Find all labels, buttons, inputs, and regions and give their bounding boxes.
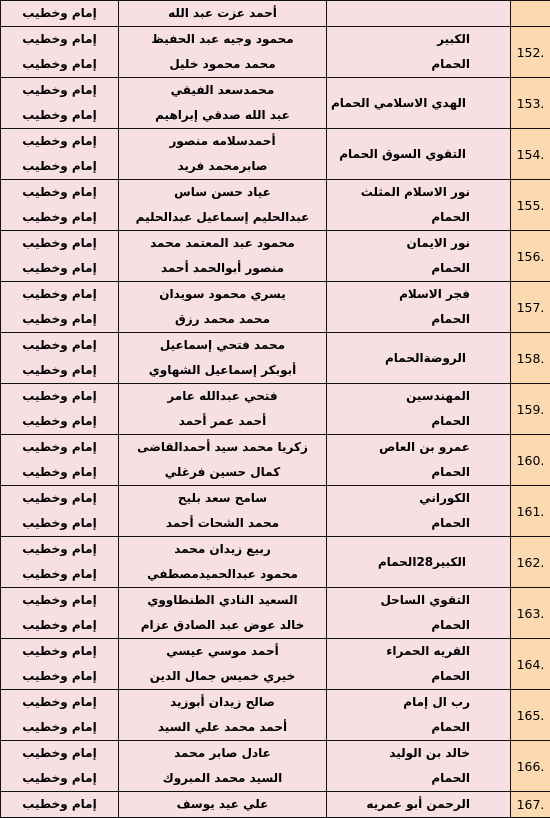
role-cell-line: إمام وخطيب [1, 537, 118, 562]
table-row [1, 486, 550, 537]
row-number: 154. [511, 129, 550, 180]
role-cell-line: إمام وخطيب [1, 129, 118, 154]
row-number: 160. [511, 435, 550, 486]
table-row [1, 27, 550, 78]
mosque-cell-line: القريه الحمراء [327, 639, 510, 664]
role-cell [1, 333, 119, 384]
mosque-cell-line: الكبير28الحمام [327, 537, 510, 587]
role-cell-line: إمام وخطيب [1, 486, 118, 511]
row-number: 157. [511, 282, 550, 333]
role-cell [1, 588, 119, 639]
names-cell [119, 537, 327, 588]
names-cell [119, 690, 327, 741]
mosque-cell-line: الحمام [327, 205, 510, 230]
role-cell-line: إمام وخطيب [1, 307, 118, 332]
role-cell-line: إمام وخطيب [1, 78, 118, 103]
names-cell-line: أبوبكر إسماعيل الشهاوي [119, 358, 326, 383]
role-cell [1, 792, 119, 818]
mosque-cell [327, 129, 511, 180]
role-cell [1, 537, 119, 588]
mosque-cell [327, 333, 511, 384]
table-row [1, 792, 550, 818]
role-cell-line: إمام وخطيب [1, 460, 118, 485]
row-number: 164. [511, 639, 550, 690]
names-cell-line: محمود عبد المعتمد محمد [119, 231, 326, 256]
table-body [1, 1, 550, 818]
role-cell [1, 741, 119, 792]
names-cell [119, 741, 327, 792]
row-number: 166. [511, 741, 550, 792]
names-cell-line: خالد عوض عبد الصادق عزام [119, 613, 326, 638]
mosque-cell-line: الحمام [327, 613, 510, 638]
table-row [1, 231, 550, 282]
mosque-cell [327, 27, 511, 78]
names-cell-line: محمدسعد الفيقي [119, 78, 326, 103]
names-cell [119, 333, 327, 384]
role-cell-line: إمام وخطيب [1, 103, 118, 128]
names-cell-line: ربيع زيدان محمد [119, 537, 326, 562]
row-number: 165. [511, 690, 550, 741]
names-cell-line: عياد حسن ساس [119, 180, 326, 205]
role-cell-line: إمام وخطيب [1, 333, 118, 358]
names-cell-line: محمد محمود خليل [119, 52, 326, 77]
role-cell-line: إمام وخطيب [1, 256, 118, 281]
mosque-cell-line: نور الايمان [327, 231, 510, 256]
table-row [1, 690, 550, 741]
role-cell-line: إمام وخطيب [1, 588, 118, 613]
names-cell-line: أحمدسلامه منصور [119, 129, 326, 154]
table-row [1, 588, 550, 639]
role-cell-line: إمام وخطيب [1, 282, 118, 307]
names-cell-line: السيد محمد المبروك [119, 766, 326, 791]
mosque-cell [327, 435, 511, 486]
row-number: 162. [511, 537, 550, 588]
role-cell-line: إمام وخطيب [1, 205, 118, 230]
names-cell-line: أحمد عمر أحمد [119, 409, 326, 434]
role-cell-line: إمام وخطيب [1, 664, 118, 689]
mosque-cell-line: الكوراني [327, 486, 510, 511]
names-cell-line: عادل صابر محمد [119, 741, 326, 766]
mosque-cell-line: التقوي الساحل [327, 588, 510, 613]
names-cell [119, 792, 327, 818]
names-cell [119, 180, 327, 231]
names-cell [119, 639, 327, 690]
row-number: 152. [511, 27, 550, 78]
table-row [1, 639, 550, 690]
names-cell [119, 231, 327, 282]
table-row [1, 180, 550, 231]
mosque-cell-line: الحمام [327, 52, 510, 77]
role-cell-line: إمام وخطيب [1, 766, 118, 791]
role-cell [1, 639, 119, 690]
row-number: 161. [511, 486, 550, 537]
names-cell [119, 588, 327, 639]
mosque-cell-line: الحمام [327, 460, 510, 485]
mosque-cell-line: التقوي السوق الحمام [327, 129, 510, 179]
role-cell-line: إمام وخطيب [1, 180, 118, 205]
role-cell [1, 282, 119, 333]
role-cell [1, 486, 119, 537]
role-cell [1, 27, 119, 78]
names-cell [119, 78, 327, 129]
role-cell-line: إمام وخطيب [1, 639, 118, 664]
role-cell [1, 1, 119, 27]
row-number: 158. [511, 333, 550, 384]
names-cell-line: صابرمحمد فريد [119, 154, 326, 179]
mosque-cell-line: خالد بن الوليد [327, 741, 510, 766]
row-number: 153. [511, 78, 550, 129]
mosque-cell-line: فجر الاسلام [327, 282, 510, 307]
names-cell-line: محمود وجيه عبد الحفيظ [119, 27, 326, 52]
role-cell [1, 690, 119, 741]
role-cell-line: إمام وخطيب [1, 358, 118, 383]
row-number: 156. [511, 231, 550, 282]
mosque-cell-line [327, 1, 510, 26]
names-cell-line: صالح زيدان أبوزيد [119, 690, 326, 715]
names-cell-line: أحمد موسي عيسي [119, 639, 326, 664]
mosque-cell [327, 792, 511, 818]
role-cell [1, 435, 119, 486]
mosque-cell-line: رب ال إمام [327, 690, 510, 715]
table-row [1, 384, 550, 435]
names-cell [119, 486, 327, 537]
table-row [1, 1, 550, 27]
names-cell-line: عبد الله صدقي إبراهيم [119, 103, 326, 128]
mosque-cell [327, 282, 511, 333]
names-cell [119, 1, 327, 27]
table-row [1, 537, 550, 588]
role-cell-line: إمام وخطيب [1, 715, 118, 740]
role-cell [1, 384, 119, 435]
names-cell-line: أحمد محمد علي السيد [119, 715, 326, 740]
names-cell [119, 435, 327, 486]
mosque-cell-line: الحمام [327, 715, 510, 740]
mosque-cell [327, 231, 511, 282]
mosque-cell-line: الكبير [327, 27, 510, 52]
table-row [1, 282, 550, 333]
role-cell-line: إمام وخطيب [1, 1, 118, 26]
mosque-cell-line: الحمام [327, 766, 510, 791]
mosque-cell-line: الحمام [327, 664, 510, 689]
names-cell [119, 384, 327, 435]
role-cell-line: إمام وخطيب [1, 384, 118, 409]
role-cell-line: إمام وخطيب [1, 690, 118, 715]
names-cell-line: السعيد النادي الطنطاووي [119, 588, 326, 613]
role-cell-line: إمام وخطيب [1, 792, 118, 817]
names-cell-line: أحمد عزت عبد الله [119, 1, 326, 26]
mosque-cell-line: نور الاسلام المثلث [327, 180, 510, 205]
row-number: 155. [511, 180, 550, 231]
names-cell-line: محمد الشحات أحمد [119, 511, 326, 536]
mosque-cell [327, 639, 511, 690]
names-cell [119, 27, 327, 78]
names-cell-line: يسري محمود سويدان [119, 282, 326, 307]
mosque-cell [327, 180, 511, 231]
names-cell [119, 129, 327, 180]
mosque-cell-line: المهندسين [327, 384, 510, 409]
table-row [1, 741, 550, 792]
table-row [1, 129, 550, 180]
table-row [1, 78, 550, 129]
mosque-cell-line: الحمام [327, 256, 510, 281]
role-cell-line: إمام وخطيب [1, 231, 118, 256]
row-number: 163. [511, 588, 550, 639]
role-cell [1, 231, 119, 282]
role-cell-line: إمام وخطيب [1, 562, 118, 587]
names-cell-line: محمود عبدالحميدمصطفي [119, 562, 326, 587]
names-cell-line: علي عيد يوسف [119, 792, 326, 817]
mosque-cell-line: الرحمن أبو عمريه [327, 792, 510, 817]
names-cell-line: سامح سعد بليح [119, 486, 326, 511]
names-cell-line: منصور أبوالحمد أحمد [119, 256, 326, 281]
row-number: 159. [511, 384, 550, 435]
mosque-cell-line: عمرو بن العاص [327, 435, 510, 460]
role-cell [1, 129, 119, 180]
row-number: 167. [511, 792, 550, 818]
names-cell-line: فتحي عبدالله عامر [119, 384, 326, 409]
mosque-cell-line: الهدي الاسلامي الحمام [327, 78, 510, 128]
role-cell-line: إمام وخطيب [1, 409, 118, 434]
mosque-cell-line: الروضةالحمام [327, 333, 510, 383]
names-cell-line: محمد محمد رزق [119, 307, 326, 332]
names-cell-line: زكريا محمد سيد أحمدالقاضى [119, 435, 326, 460]
mosque-cell-line: الحمام [327, 409, 510, 434]
role-cell-line: إمام وخطيب [1, 154, 118, 179]
table-row [1, 435, 550, 486]
row-number [511, 1, 550, 27]
role-cell-line: إمام وخطيب [1, 741, 118, 766]
names-cell-line: عبدالحليم إسماعيل عبدالحليم [119, 205, 326, 230]
role-cell-line: إمام وخطيب [1, 613, 118, 638]
role-cell [1, 180, 119, 231]
mosque-cell [327, 690, 511, 741]
mosque-cell [327, 78, 511, 129]
names-cell-line: كمال حسين فرغلي [119, 460, 326, 485]
mosque-cell [327, 1, 511, 27]
mosque-cell [327, 486, 511, 537]
role-cell [1, 78, 119, 129]
mosque-cell-line: الحمام [327, 307, 510, 332]
role-cell-line: إمام وخطيب [1, 27, 118, 52]
names-cell-line: خيري خميس جمال الدين [119, 664, 326, 689]
names-cell [119, 282, 327, 333]
role-cell-line: إمام وخطيب [1, 511, 118, 536]
mosque-cell [327, 741, 511, 792]
role-cell-line: إمام وخطيب [1, 52, 118, 77]
table-row [1, 333, 550, 384]
mosque-cell [327, 537, 511, 588]
mosque-cell [327, 588, 511, 639]
mosque-cell [327, 384, 511, 435]
names-cell-line: محمد فتحي إسماعيل [119, 333, 326, 358]
mosque-cell-line: الحمام [327, 511, 510, 536]
role-cell-line: إمام وخطيب [1, 435, 118, 460]
